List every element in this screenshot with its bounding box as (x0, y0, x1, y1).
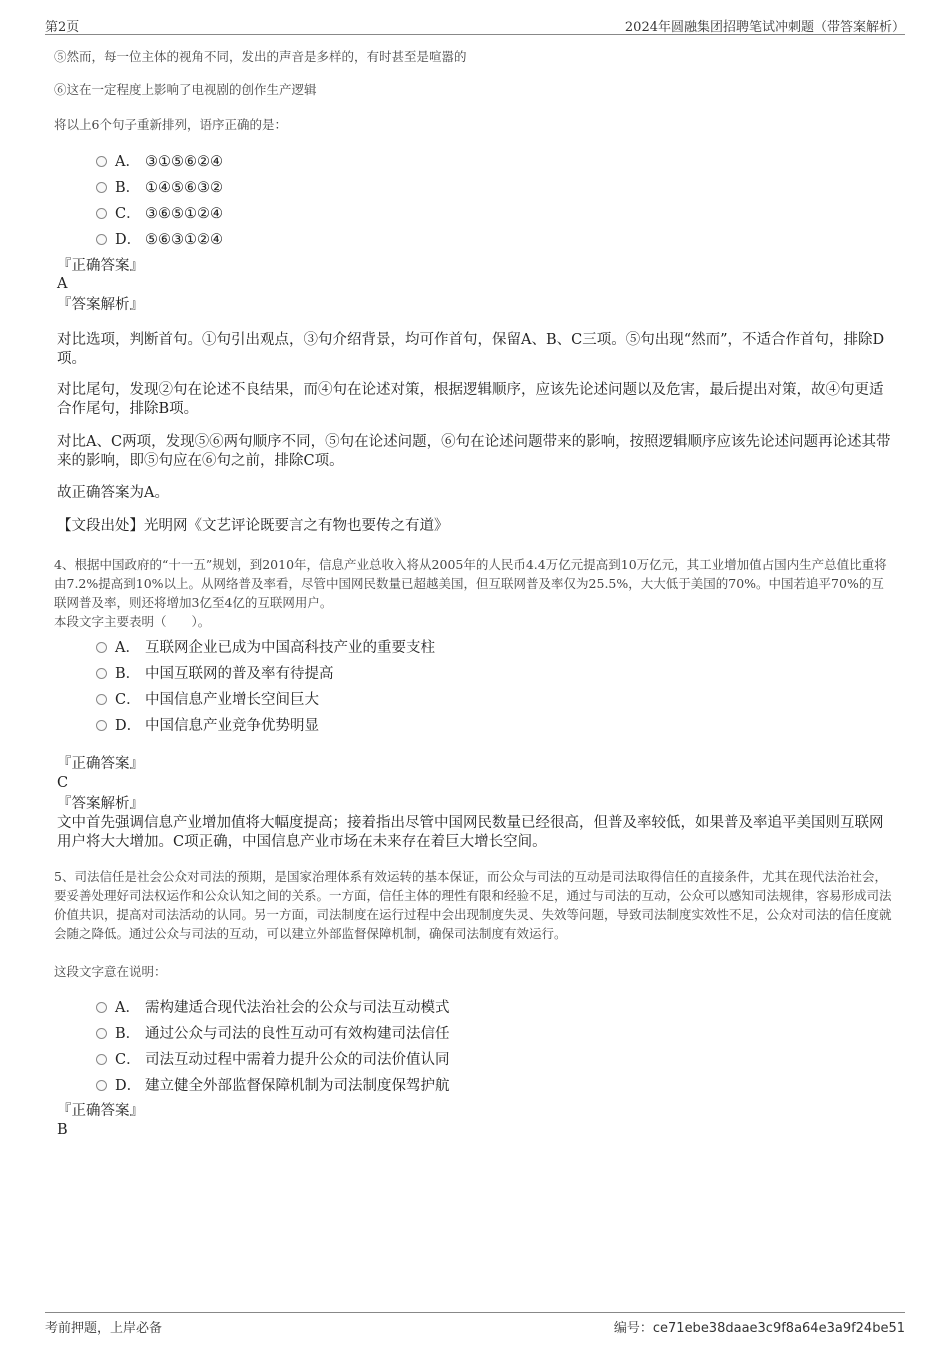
q3-analysis-para-2: 对比尾句，发现②句在论述不良结果，而④句在论述对策，根据逻辑顺序，应该先论述问题以及危害，最后提出对策，故④句更适合作尾句，排除B项。 (57, 382, 884, 417)
q3-option-a[interactable]: A． ③①⑤⑥②④ (96, 150, 223, 170)
code-label: 编号： (613, 1321, 653, 1336)
q3-prompt: 将以上6个句子重新排列，语序正确的是： (54, 117, 287, 132)
q5-answer-label: 『正确答案』 (57, 1103, 144, 1119)
page-header (45, 14, 905, 35)
radio-icon[interactable] (96, 208, 107, 219)
q3-analysis-label: 『答案解析』 (57, 297, 144, 313)
q4-answer: C (57, 775, 69, 791)
q4-prompt: 本段文字主要表明（ ）。 (54, 614, 211, 629)
q3-answer: A (57, 276, 68, 292)
radio-icon[interactable] (96, 642, 107, 653)
radio-icon[interactable] (96, 1080, 107, 1091)
footer-slogan: 考前押题，上岸必备 (45, 1321, 163, 1336)
q4-option-d[interactable]: D． 中国信息产业竞争优势明显 (96, 714, 319, 734)
radio-icon[interactable] (96, 182, 107, 193)
q3-source: 【文段出处】光明网《文艺评论既要言之有物也要传之有道》 (57, 518, 449, 534)
q5-stem: 5、司法信任是社会公众对司法的预期，是国家治理体系有效运转的基本保证，而公众与司法的互动是司法取得信任的直接条件，尤其在现代法治社会，要妥善处理好司法权运作和公众认知之间的关系。一方面，信任主体的理性有限和经验不足，通过与司法的互动，公众可以感知司法规律，容易形成司法价值共识，提高对司法活动的认同。另一方面，司法制度在运行过程中会出现制度失灵、失效等问题，导致司法制度实效性不足，公众对司法的信任度就会随之降低。通过公众与司法的互动，可以建立外部监督保障机制，确保司法制度有效运行。 (54, 869, 892, 941)
q5-option-d[interactable]: D． 建立健全外部监督保障机制为司法制度保驾护航 (96, 1074, 450, 1094)
radio-icon[interactable] (96, 668, 107, 679)
q5-answer: B (57, 1122, 68, 1138)
q4-option-c[interactable]: C． 中国信息产业增长空间巨大 (96, 688, 319, 708)
q4-stem: 4、根据中国政府的“十一五”规划，到2010年，信息产业总收入将从2005年的人民币4.4万亿元提高到10万亿元，其工业增加值占国内生产总值比重将由7.2%提高到10%以上。从网络普及率看，尽管中国网民数量已超越美国，但互联网普及率仅为25.5%，大大低于美国的70%。中国若追平70%的互联网普及率，则还将增加3亿至4亿的互联网用户。 (54, 557, 887, 610)
radio-icon[interactable] (96, 1002, 107, 1013)
q3-conclusion: 故正确答案为A。 (57, 485, 169, 501)
q3-answer-label: 『正确答案』 (57, 258, 144, 274)
document-title: 2024年圆融集团招聘笔试冲刺题（带答案解析） (624, 20, 905, 35)
page-number: 第2页 (45, 20, 80, 35)
radio-icon[interactable] (96, 156, 107, 167)
q4-option-a[interactable]: A． 互联网企业已成为中国高科技产业的重要支柱 (96, 636, 435, 656)
q3-option-b[interactable]: B． ①④⑤⑥③② (96, 176, 223, 196)
radio-icon[interactable] (96, 720, 107, 731)
q4-answer-label: 『正确答案』 (57, 756, 144, 772)
q3-analysis-para-3: 对比A、C两项，发现⑤⑥两句顺序不同，⑤句在论述问题，⑥句在论述问题带来的影响，按照逻辑顺序应该先论述问题再论述其带来的影响，即⑤句应在⑥句之前，排除C项。 (57, 434, 891, 469)
q4-option-b[interactable]: B． 中国互联网的普及率有待提高 (96, 662, 334, 682)
page-footer (45, 1312, 905, 1337)
sentence-6: ⑥这在一定程度上影响了电视剧的创作生产逻辑 (54, 82, 317, 97)
code-value: ce71ebe38daae3c9f8a64e3a9f24be51 (652, 1321, 905, 1336)
radio-icon[interactable] (96, 234, 107, 245)
q3-analysis-para-1: 对比选项，判断首句。①句引出观点，③句介绍背景，均可作首句，保留A、B、C三项。⑤句出现“然而”，不适合作首句，排除D项。 (57, 332, 885, 367)
radio-icon[interactable] (96, 694, 107, 705)
q5-option-a[interactable]: A． 需构建适合现代法治社会的公众与司法互动模式 (96, 996, 450, 1016)
q3-option-d[interactable]: D． ⑤⑥③①②④ (96, 228, 223, 248)
q3-option-c[interactable]: C． ③⑥⑤①②④ (96, 202, 223, 222)
q5-option-c[interactable]: C． 司法互动过程中需着力提升公众的司法价值认同 (96, 1048, 450, 1068)
q4-analysis-label: 『答案解析』 (57, 796, 144, 812)
q5-option-b[interactable]: B． 通过公众与司法的良性互动可有效构建司法信任 (96, 1022, 450, 1042)
radio-icon[interactable] (96, 1054, 107, 1065)
sentence-5: ⑤然而，每一位主体的视角不同，发出的声音是多样的，有时甚至是喧嚣的 (54, 49, 467, 64)
document-code (614, 1317, 905, 1336)
q4-analysis: 文中首先强调信息产业增加值将大幅度提高；接着指出尽管中国网民数量已经很高，但普及率较低，如果普及率追平美国则互联网用户将大大增加。C项正确，中国信息产业市场在未来存在着巨大增长空间。 (57, 815, 884, 850)
q5-prompt: 这段文字意在说明： (54, 964, 167, 979)
radio-icon[interactable] (96, 1028, 107, 1039)
